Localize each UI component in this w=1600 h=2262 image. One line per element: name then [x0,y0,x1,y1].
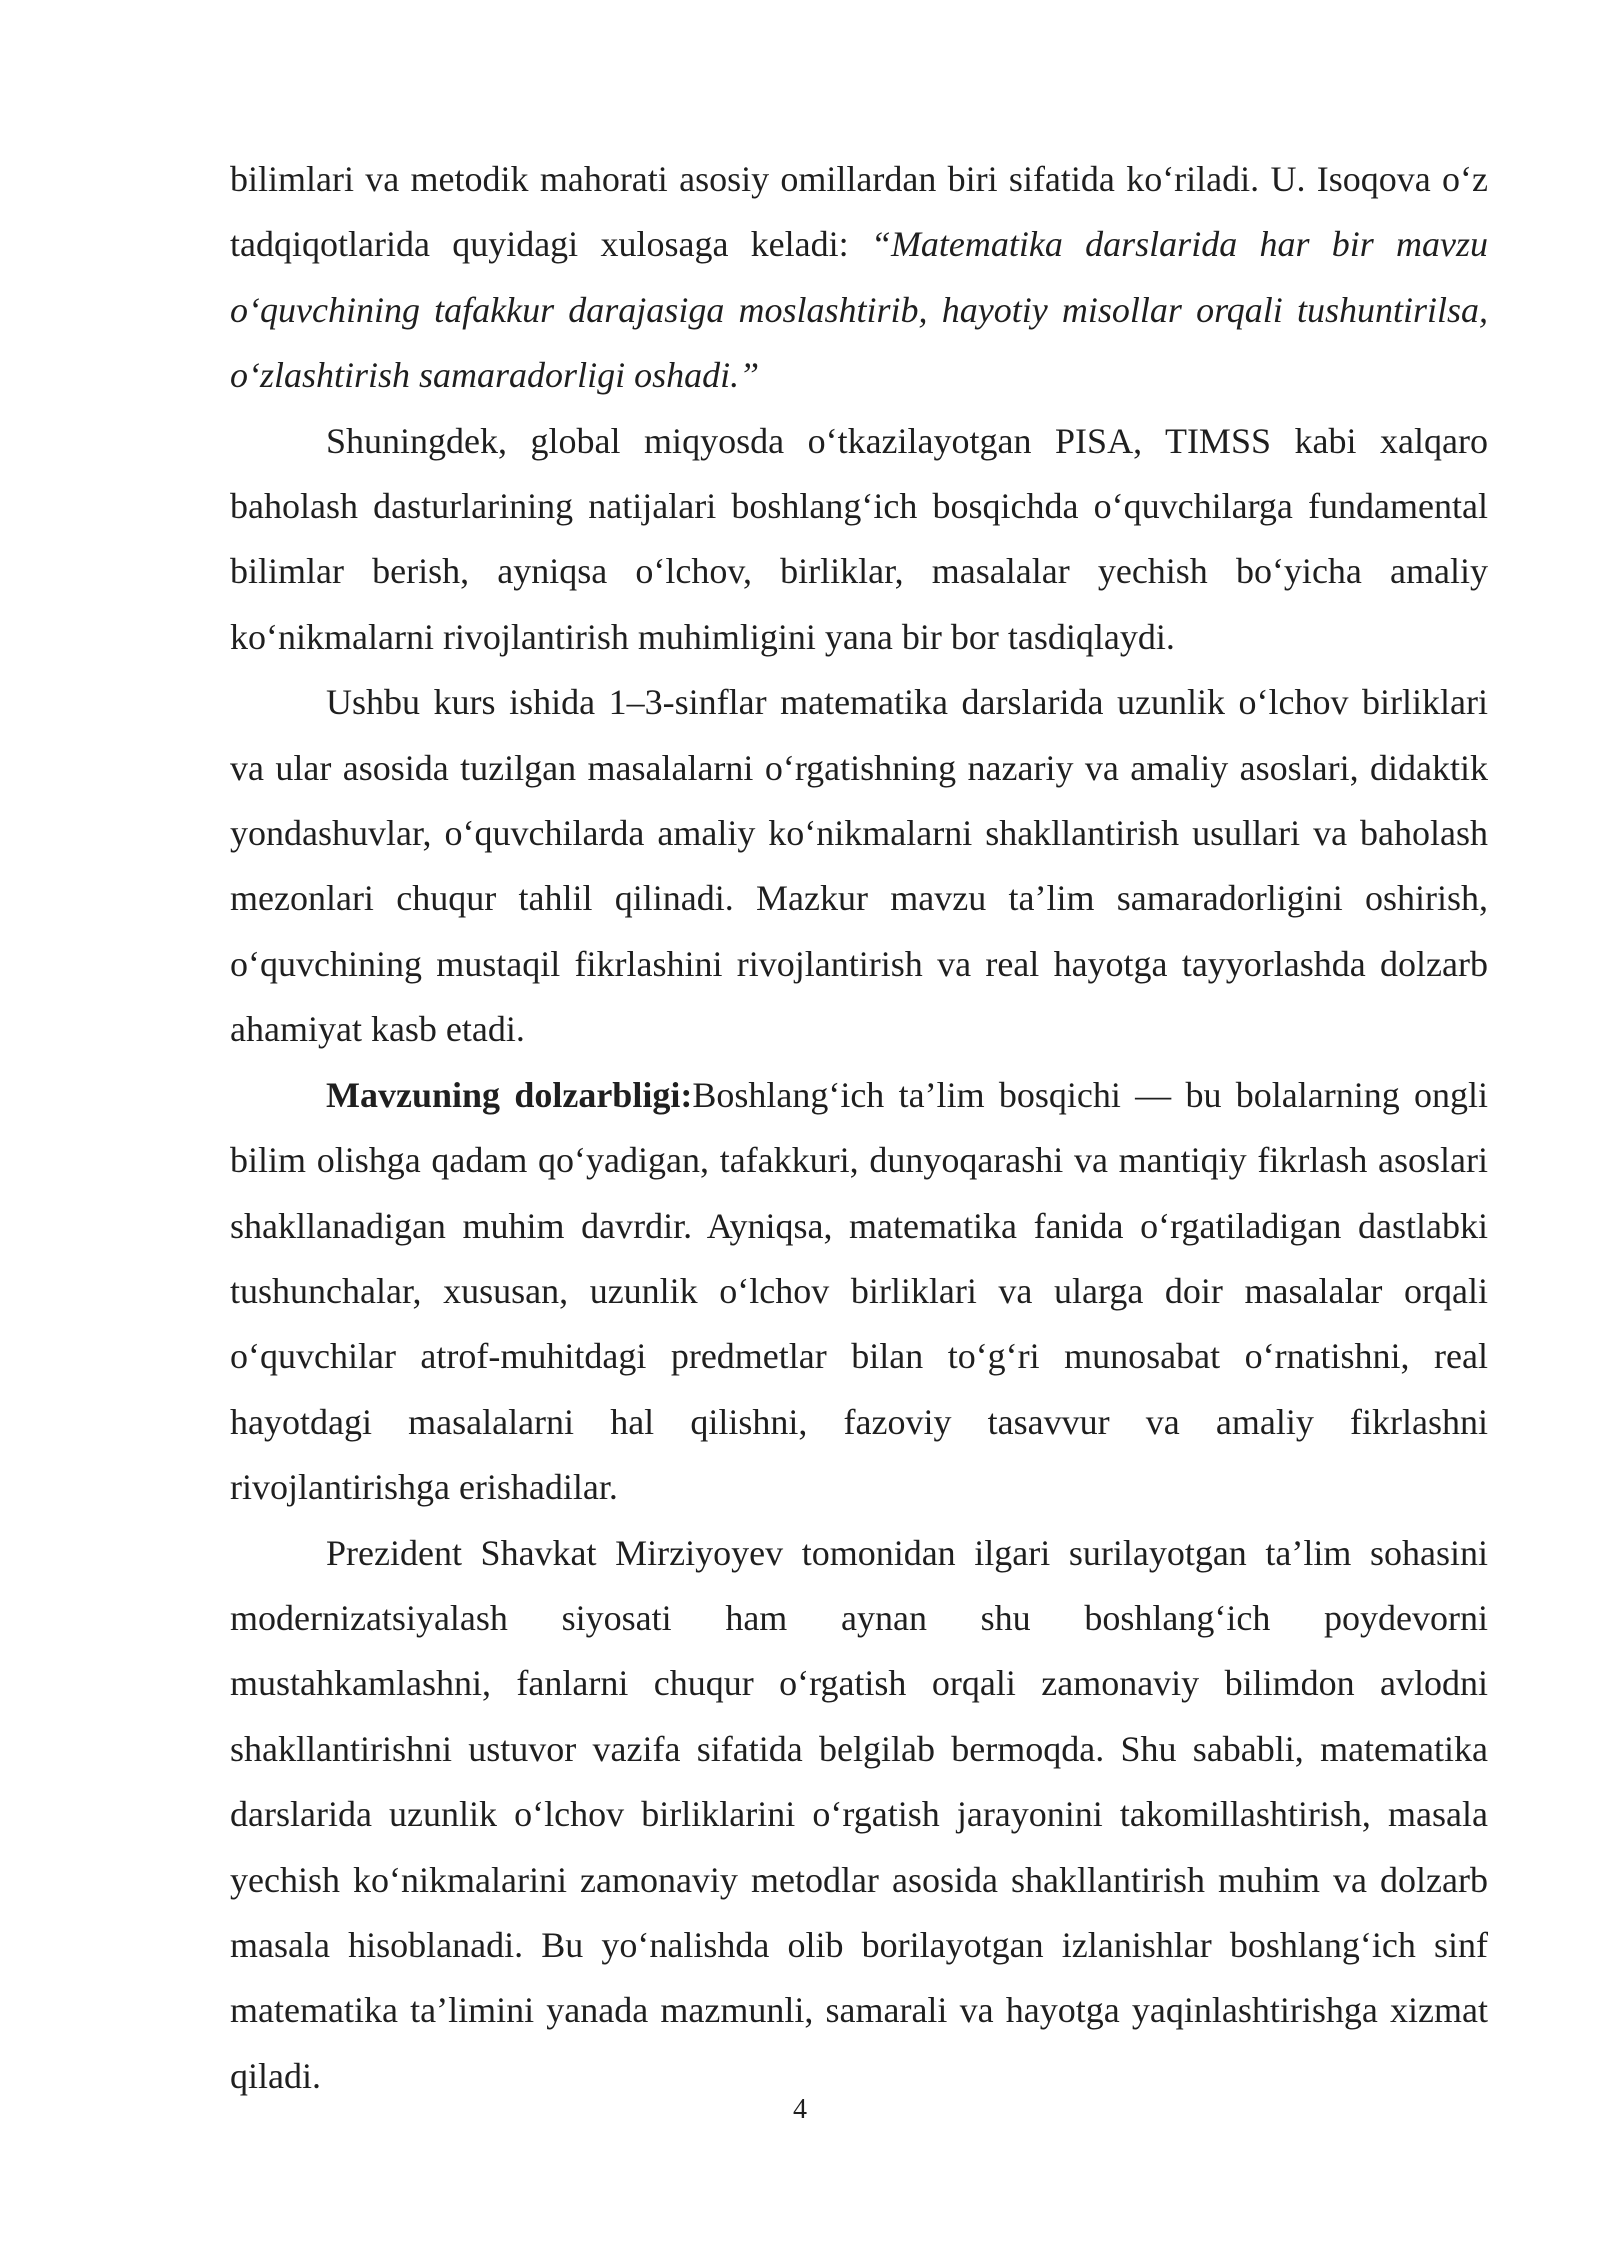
paragraph-2: Shuningdek, global miqyosda o‘tkazilayotgan PISA, TIMSS kabi xalqaro baholash dasturlarining natijalari boshlang‘ich bosqichda o‘quvchilarga fundamental bilimlar berish, ayniqsa o‘lchov, birliklar, masalalar yechish bo‘yicha amaliy ko‘nikmalarni rivojlantirish muhimligini yana bir bor tasdiqlaydi. [230,420,1488,657]
page-number: 4 [793,2094,807,2125]
isoqova-quote: “Matematika darslarida har bir mavzu o‘quvchining tafakkur darajasiga moslashtirib, hayotiy misollar orqali tushuntirilsa, o‘zlashtirish samaradorligi oshadi.” [230,224,1488,396]
paragraph-4 [230,1063,1488,1521]
relevance-heading: Mavzuning dolzarbligi: [326,1074,693,1115]
paragraph-4-text: Boshlang‘ich ta’lim bosqichi — bu bolalarning ongli bilim olishga qadam qo‘yadigan, tafakkuri, dunyoqarashi va mantiqiy fikrlash asoslari shakllanadigan muhim davrdir. Ayniqsa, matematika fanida o‘rgatiladigan dastlabki tushunchalar, xususan, uzunlik o‘lchov birliklari va ularga doir masalalar orqali o‘quvchilar atrof-muhitdagi predmetlar bilan to‘g‘ri munosabat o‘rnatishni, real hayotdagi masalalarni hal qilishni, fazoviy tasavvur va amaliy fikrlashni rivojlantirishga erishadilar. [230,1074,1488,1508]
paragraph-1 [230,147,1488,409]
paragraph-1-text: bilimlari va metodik mahorati asosiy omillardan biri sifatida ko‘riladi. U. Isoqova o‘z tadqiqotlarida quyidagi xulosaga keladi: [230,159,1488,265]
document-page [230,147,1488,2109]
paragraph-3: Ushbu kurs ishida 1–3-sinflar matematika darslarida uzunlik o‘lchov birliklari va ular asosida tuzilgan masalalarni o‘rgatishning nazariy va amaliy asoslari, didaktik yondashuvlar, o‘quvchilarda amaliy ko‘nikmalarni shakllantirish usullari va baholash mezonlari chuqur tahlil qilinadi. Mazkur mavzu ta’lim samaradorligini oshirish, o‘quvchining mustaqil fikrlashini rivojlantirish va real hayotga tayyorlashda dolzarb ahamiyat kasb etadi. [230,682,1488,1050]
paragraph-5: Prezident Shavkat Mirziyoyev tomonidan ilgari surilayotgan ta’lim sohasini modernizatsiyalash siyosati ham aynan shu boshlang‘ich poydevorni mustahkamlashni, fanlarni chuqur o‘rgatish orqali zamonaviy bilimdon avlodni shakllantirishni ustuvor vazifa sifatida belgilab bermoqda. Shu sababli, matematika darslarida uzunlik o‘lchov birliklarini o‘rgatish jarayonini takomillashtirish, masala yechish ko‘nikmalarini zamonaviy metodlar asosida shakllantirish muhim va dolzarb masala hisoblanadi. Bu yo‘nalishda olib borilayotgan izlanishlar boshlang‘ich sinf matematika ta’limini yanada mazmunli, samarali va hayotga yaqinlashtirishga xizmat qiladi. [230,1532,1488,2096]
